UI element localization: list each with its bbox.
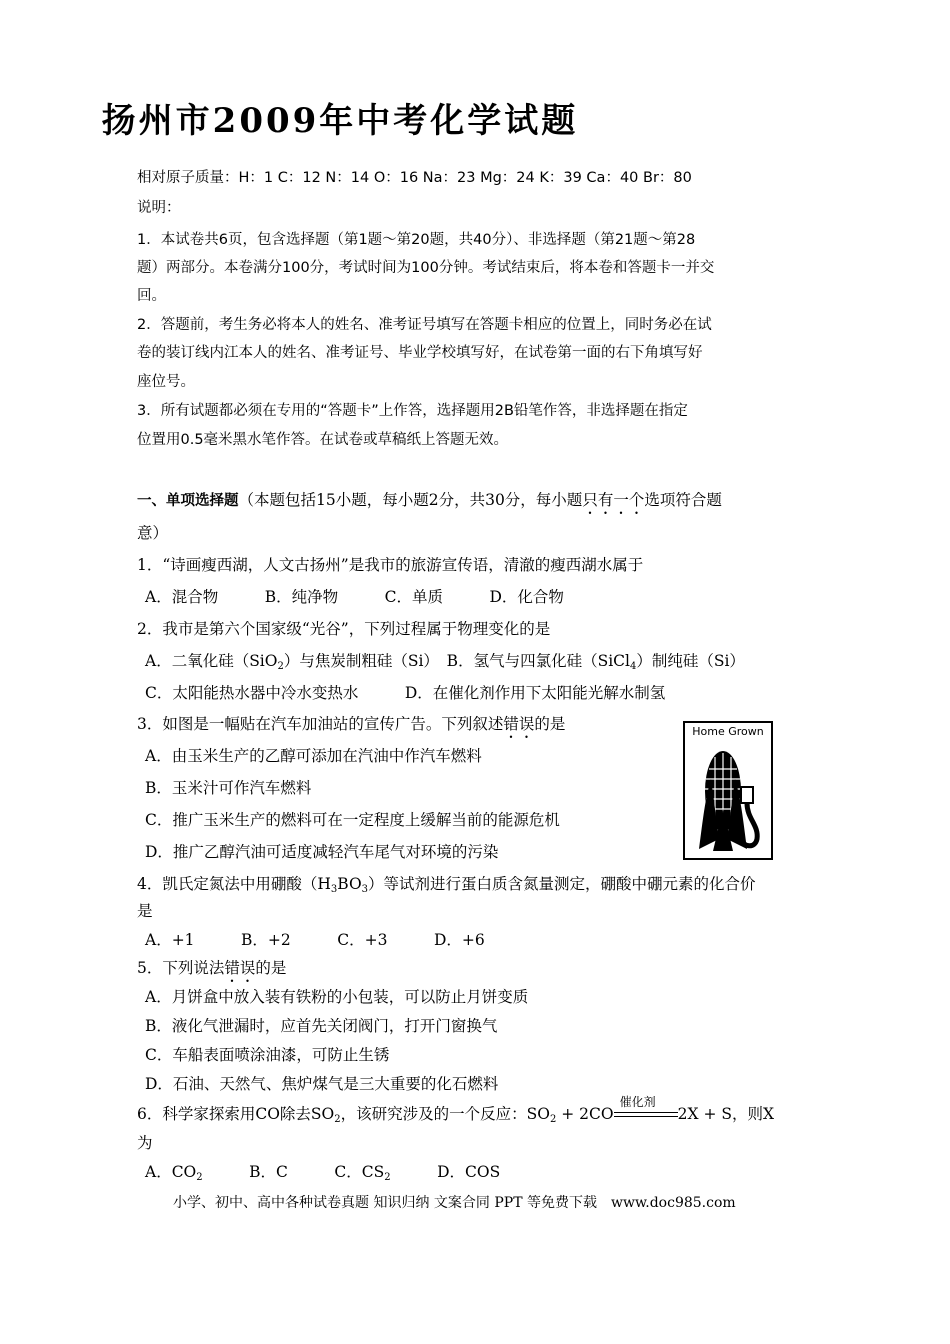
question-6-stem-line2: 为 bbox=[137, 1134, 153, 1152]
q2-a-text: A．二氧化硅（SiO bbox=[145, 652, 278, 670]
q6-sub-2: 2 bbox=[549, 1114, 557, 1125]
q4-sub-2: 3 bbox=[361, 884, 369, 895]
q5-stem-a: 5．下列说法 bbox=[137, 959, 225, 977]
q2-b-sub: 4 bbox=[629, 661, 637, 672]
catalyst-label: 催化剂 bbox=[619, 1095, 656, 1109]
question-2-stem: 2．我市是第六个国家级“光谷”，下列过程属于物理变化的是 bbox=[137, 620, 551, 638]
q6-option-d: D．COS bbox=[390, 1163, 501, 1181]
note-line: 卷的装订线内江本人的姓名、准考证号、毕业学校填写好，在试卷第一面的右下角填写好 bbox=[137, 345, 703, 361]
q3-stem-a: 3．如图是一幅贴在汽车加油站的宣传广告。下列叙述 bbox=[137, 715, 504, 733]
question-3-option: D．推广乙醇汽油可适度减轻汽车尾气对环境的污染 bbox=[145, 843, 499, 861]
notes-label: 说明： bbox=[137, 200, 181, 216]
question-3-option: A．由玉米生产的乙醇可添加在汽油中作汽车燃料 bbox=[145, 747, 482, 765]
q6-sub-1: 2 bbox=[334, 1114, 341, 1125]
q4-stem-a: 4．凯氏定氮法中用硼酸（H bbox=[137, 875, 331, 893]
question-2-options-cd: C．太阳能热水器中冷水变热水 D．在催化剂作用下太阳能光解水制氢 bbox=[145, 684, 666, 702]
page-title: 扬州市2009年中考化学试题 bbox=[101, 101, 579, 141]
reaction-arrow bbox=[614, 1095, 678, 1120]
note-line: 位置用0.5毫米黑水笔作答。在试卷或草稿纸上答题无效。 bbox=[137, 432, 509, 448]
q2-b-text: ）与焦炭制粗硅（Si） B．氢气与四氯化硅（SiCl bbox=[283, 652, 630, 670]
q4-sub-1: 3 bbox=[330, 884, 338, 895]
question-4-options: A．+1 B．+2 C．+3 D．+6 bbox=[145, 931, 485, 949]
q6-products: 2X + S，则X bbox=[677, 1105, 775, 1123]
note-line: 1．本试卷共6页，包含选择题（第1题～第20题，共40分）、非选择题（第21题～第28 bbox=[137, 232, 696, 248]
section-heading-line bbox=[137, 490, 722, 518]
section-desc: （本题包括15小题，每小题2分，共30分，每小题 bbox=[238, 491, 583, 509]
q6-option-bc: B．C C．CS bbox=[202, 1163, 385, 1181]
question-3-stem bbox=[137, 714, 565, 742]
note-line: 2．答题前，考生务必将本人的姓名、准考证号填写在答题卡相应的位置上，同时务必在试 bbox=[137, 317, 712, 333]
q4-stem-b: ）等试剂进行蛋白质含氮量测定，硼酸中硼元素的化合价 bbox=[368, 875, 756, 893]
question-6-options bbox=[145, 1162, 500, 1188]
image-caption: Home Grown bbox=[692, 725, 764, 738]
q6-option-a: A．CO bbox=[145, 1163, 197, 1181]
question-5-option: A．月饼盒中放入装有铁粉的小包装，可以防止月饼变质 bbox=[145, 988, 529, 1006]
question-3-option: C．推广玉米生产的燃料可在一定程度上缓解当前的能源危机 bbox=[145, 811, 560, 829]
q6-option-c-sub: 2 bbox=[384, 1172, 391, 1183]
section-desc-line2: 意） bbox=[137, 524, 169, 542]
section-desc-emphasis: 只有一个 bbox=[582, 491, 645, 509]
question-2-options-ab bbox=[145, 651, 745, 677]
question-3-option: B．玉米汁可作汽车燃料 bbox=[145, 779, 312, 797]
note-line: 座位号。 bbox=[137, 374, 195, 390]
question-5-stem bbox=[137, 958, 286, 986]
q3-stem-b: 的是 bbox=[534, 715, 566, 733]
footer-text: 小学、初中、高中各种试卷真题 知识归纳 文案合同 PPT 等免费下载 www.doc985.com bbox=[173, 1195, 736, 1211]
q6-option-a-sub: 2 bbox=[196, 1172, 203, 1183]
q6-stem-mid: ，该研究涉及的一个反应：SO bbox=[340, 1105, 550, 1123]
question-4-stem bbox=[137, 874, 756, 900]
question-1-options: A．混合物 B．纯净物 C．单质 D．化合物 bbox=[145, 588, 564, 606]
note-line: 3．所有试题都必须在专用的“答题卡”上作答，选择题用2B铅笔作答，非选择题在指定 bbox=[137, 403, 688, 419]
section-desc-end: 选项符合题 bbox=[644, 491, 722, 509]
home-grown-ad-image bbox=[683, 721, 773, 860]
note-line: 题）两部分。本卷满分100分，考试时间为100分钟。考试结束后，将本卷和答题卡一并交 bbox=[137, 260, 715, 276]
atomic-mass-line: 相对原子质量：H：1 C：12 N：14 O：16 Na：23 Mg：24 K：39 Ca：40 Br：80 bbox=[137, 170, 692, 186]
q4-stem-mid: BO bbox=[337, 875, 362, 893]
q6-reactant: + 2CO bbox=[556, 1105, 614, 1123]
note-line: 回。 bbox=[137, 288, 166, 304]
corn-fuel-nozzle-icon bbox=[685, 739, 771, 859]
q6-stem-a: 6．科学家探索用CO除去SO bbox=[137, 1105, 335, 1123]
question-5-option: B．液化气泄漏时，应首先关闭阀门，打开门窗换气 bbox=[145, 1017, 498, 1035]
q2-b-end: ）制纯硅（Si） bbox=[636, 652, 745, 670]
q5-stem-b: 的是 bbox=[255, 959, 287, 977]
question-5-option: D．石油、天然气、焦炉煤气是三大重要的化石燃料 bbox=[145, 1075, 499, 1093]
q5-stem-emphasis: 错误 bbox=[224, 959, 256, 977]
question-5-option: C．车船表面喷涂油漆，可防止生锈 bbox=[145, 1046, 390, 1064]
question-6-stem bbox=[137, 1095, 775, 1130]
q2-a-sub: 2 bbox=[277, 661, 284, 672]
question-4-stem-line2: 是 bbox=[137, 902, 153, 920]
section-heading: 一、单项选择题 bbox=[137, 493, 239, 509]
q3-stem-emphasis: 错误 bbox=[503, 715, 535, 733]
question-1-stem: 1．“诗画瘦西湖，人文古扬州”是我市的旅游宣传语，清澈的瘦西湖水属于 bbox=[137, 556, 644, 574]
